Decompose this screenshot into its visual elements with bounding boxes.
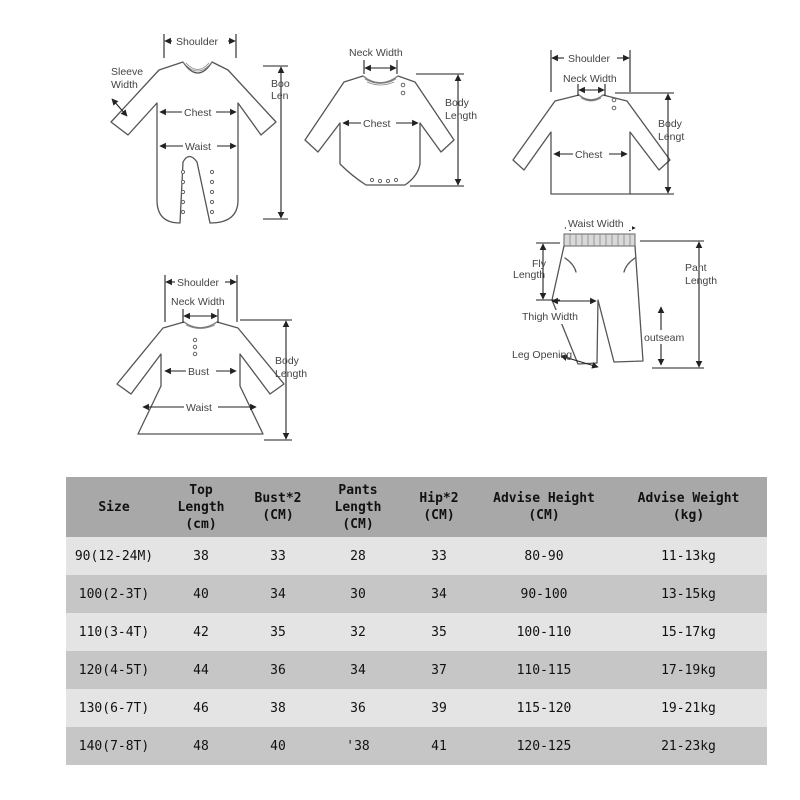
cell-bust: 40: [240, 727, 316, 765]
cell-hip: 35: [400, 613, 478, 651]
dress-waist-label: Waist: [186, 402, 212, 414]
dress-bust-label: Bust: [188, 366, 210, 378]
header-pants-length: Pants Length (CM): [316, 477, 400, 537]
cell-advise-height: 100-110: [478, 613, 610, 651]
header-bust: Bust*2 (CM): [240, 477, 316, 537]
pants-length-label: Length: [685, 275, 718, 287]
cell-pants-length: 36: [316, 689, 400, 727]
cell-advise-height: 115-120: [478, 689, 610, 727]
cell-hip: 33: [400, 537, 478, 575]
header-top-length: Top Length (cm): [162, 477, 240, 537]
romper-sleeve-label: Sleeve: [111, 66, 144, 78]
cell-advise-height: 90-100: [478, 575, 610, 613]
romper-body-label: Boo: [271, 78, 290, 90]
cell-hip: 41: [400, 727, 478, 765]
table-row: [66, 613, 767, 651]
tshirt-neck-width-label: Neck Width: [563, 73, 617, 85]
bodysuit-diagram: [305, 47, 477, 186]
pants-fly-length-label: Length: [513, 269, 546, 281]
table-row: [66, 651, 767, 689]
cell-bust: 34: [240, 575, 316, 613]
cell-advise-weight: 21-23kg: [610, 727, 767, 765]
cell-hip: 34: [400, 575, 478, 613]
cell-size: 140(7-8T): [66, 727, 162, 765]
cell-bust: 33: [240, 537, 316, 575]
cell-top-length: 38: [162, 537, 240, 575]
cell-advise-height: 120-125: [478, 727, 610, 765]
romper-chest-label: Chest: [184, 107, 212, 119]
cell-advise-height: 110-115: [478, 651, 610, 689]
cell-pants-length: 32: [316, 613, 400, 651]
dress-length-label: Length: [275, 368, 308, 380]
cell-top-length: 44: [162, 651, 240, 689]
table-row: [66, 537, 767, 575]
cell-pants-length: 34: [316, 651, 400, 689]
pants-fly-label: Fly: [532, 258, 546, 270]
tshirt-diagram: [513, 50, 684, 194]
pants-leg-opening-label: Leg Opening: [512, 349, 573, 361]
cell-size: 120(4-5T): [66, 651, 162, 689]
cell-advise-weight: 11-13kg: [610, 537, 767, 575]
cell-advise-height: 80-90: [478, 537, 610, 575]
cell-advise-weight: 13-15kg: [610, 575, 767, 613]
cell-top-length: 48: [162, 727, 240, 765]
header-hip: Hip*2 (CM): [400, 477, 478, 537]
cell-size: 100(2-3T): [66, 575, 162, 613]
pants-pant-label: Pant: [685, 262, 707, 274]
cell-top-length: 42: [162, 613, 240, 651]
pants-waist-width-label: Waist Width: [568, 218, 624, 230]
dress-shoulder-label: Shoulder: [177, 277, 220, 289]
table-row: [66, 575, 767, 613]
tshirt-body-label: Body: [658, 118, 682, 130]
table-row: [66, 689, 767, 727]
romper-width-label: Width: [111, 79, 138, 91]
dress-neck-width-label: Neck Width: [171, 296, 225, 308]
table-row: [66, 727, 767, 765]
cell-bust: 35: [240, 613, 316, 651]
bodysuit-length-label: Length: [445, 110, 478, 122]
cell-top-length: 40: [162, 575, 240, 613]
cell-bust: 36: [240, 651, 316, 689]
dress-diagram: [117, 275, 307, 440]
header-advise-weight: Advise Weight (kg): [610, 477, 767, 537]
cell-advise-weight: 17-19kg: [610, 651, 767, 689]
romper-shoulder-label: Shoulder: [176, 36, 219, 48]
table-header-row: [66, 477, 767, 537]
bodysuit-neck-width-label: Neck Width: [349, 47, 403, 59]
header-advise-height: Advise Height (CM): [478, 477, 610, 537]
pants-thigh-width-label: Thigh Width: [522, 311, 579, 323]
cell-size: 110(3-4T): [66, 613, 162, 651]
bodysuit-chest-label: Chest: [363, 118, 391, 130]
cell-hip: 39: [400, 689, 478, 727]
romper-waist-label: Waist: [185, 141, 211, 153]
pants-outseam-label: outseam: [644, 332, 685, 344]
cell-bust: 38: [240, 689, 316, 727]
dress-body-label: Body: [275, 355, 299, 367]
cell-advise-weight: 15-17kg: [610, 613, 767, 651]
cell-hip: 37: [400, 651, 478, 689]
tshirt-length-label: Lengt: [658, 131, 685, 143]
cell-pants-length: 30: [316, 575, 400, 613]
romper-length-label: Len: [271, 90, 289, 102]
size-chart-table: [66, 477, 767, 765]
cell-pants-length: '38: [316, 727, 400, 765]
tshirt-shoulder-label: Shoulder: [568, 53, 611, 65]
cell-advise-weight: 19-21kg: [610, 689, 767, 727]
cell-size: 130(6-7T): [66, 689, 162, 727]
tshirt-chest-label: Chest: [575, 149, 603, 161]
cell-pants-length: 28: [316, 537, 400, 575]
pants-diagram: [512, 216, 717, 368]
romper-diagram: [111, 34, 290, 223]
bodysuit-body-label: Body: [445, 97, 469, 109]
cell-top-length: 46: [162, 689, 240, 727]
header-size: Size: [66, 477, 162, 537]
cell-size: 90(12-24M): [66, 537, 162, 575]
